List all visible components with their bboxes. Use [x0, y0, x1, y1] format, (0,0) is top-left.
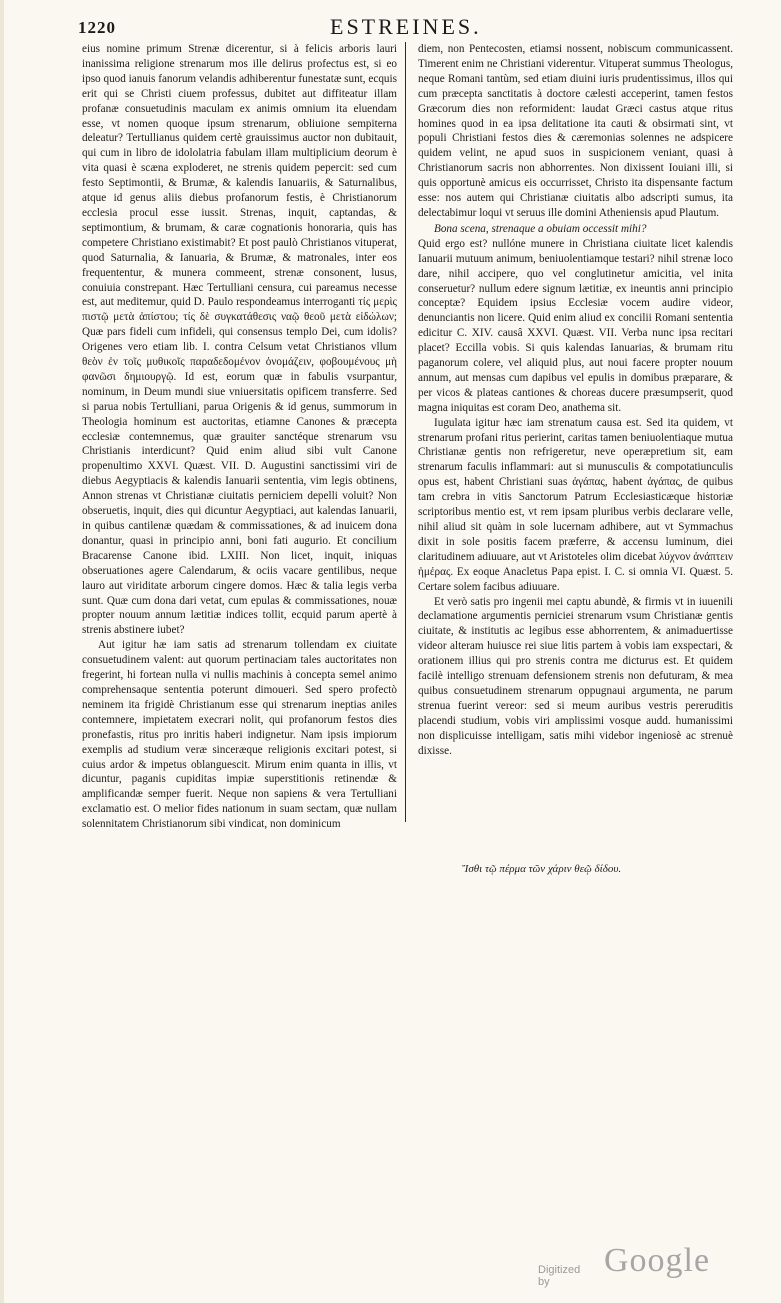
running-head: ESTREINES.	[330, 14, 482, 39]
right-paragraph-1: diem, non Pentecosten, etiamsi nossent, nobiscum communicassent. Timerent enim ne Christiani viderentur. Vituperat summus Theologus, neque Romani tantùm, sed etiam diuini iuris prudentissimus, illos qui cum præcepta sanctitatis à doctore cælesti acceperint, tamen festos Græcorum dies non reformident: laudat Græci castus atque ritus homines quod in ea ipsa delitatione ita cauti & obsirmati sint, vt populi Christiani festos dies & cæremonias solennes ne adspicere quidem velint, ne apud suos in suspicionem veniant, quasi à Christianorum sacris non abhorrentes. Non dixissent Iouiani illi, si quis opportunè amicus eis occurrisset, Christo ita dispensante factum esse: nos autem qui Christianæ ciuitatis albo adscripti sumus, ita delectabimur loqui vt seruus ille domini Atheniensis apud Plautum.	[418, 43, 733, 219]
google-logo: Google	[604, 1242, 711, 1279]
right-paragraph-4: Et verò satis pro ingenii mei captu abundè, & firmis vt in iuuenili declamatione argumentis perniciei strenarum vsum Christianæ gentis ciuitate, & institutis ac legibus esse abhorrentem, & animaduertisse videor alteram huiusce rei siue litis partem à vobis iam exspectari, & orationem illius qui pro strenis contra me dicturus est. Et quidem facilè intelligo strenuam defensionem strenis non defuturam, & mea quibus consuetudinem strenarum oppugnaui argumenta, ne parum strenua fuerint vereor: sed si meum auribus vestris pereruditis placendi studium, vobis viri amplissimi vosque audd. humanissimi non displicuisse intelligam, satis mihi videbor ingeniosè ac strenuè dixisse.	[418, 595, 733, 757]
right-column	[418, 42, 733, 759]
left-paragraph-2: Aut igitur hæ iam satis ad strenarum tollendam ex ciuitate consuetudinem valent: aut quorum pertinaciam tales auctoritates non fregerint, hi fortean nulla vi nullis machinis à concepta semel animo comprehensaque sententia poterunt dimoueri. Sed spero profectò neminem ita frigidè Christianum esse qui strenarum ineptias aniles contemnere, impietatem execrari nolit, qui profanorum festos dies pronefastis, ritus pro inritis haberi indignetur. Nam ipsis impiorum exemplis ad studium veræ sinceræque religionis excitari potest, si cuius ardor & impetus oblanguescit. Mirum enim quanta in illis, vt dicuntur, paganis cupiditas impiæ superstitionis retinendæ & amplificandæ semper fuerit. Neque non sapiens & vera Tertulliani exclamatio est. O melior fides nationum in suam sectam, quæ nullam solennitatem Christianorum sibi vindicat, non dominicum	[82, 639, 397, 831]
page-header	[0, 14, 781, 42]
right-paragraph-2: Quid ergo est? nullóne munere in Christiana ciuitate licet kalendis Ianuarii mutuum animum, beniuolentiamque testari? nihil strenæ loco dare, nihil accipere, quo vel conglutinetur amicitia, vel inita conseruetur? nullum edere signum lætitiæ, ex ineuntis anni principio conceptæ? Equidem ipsius Ecclesiæ vocem audire videor, denunciantis non licere. Quid enim aliud ex concilii Romani sententia edicitur C. XIV. causâ XXVI. Quæst. VII. Verba nunc ipsa recitari placet? Eccilla vobis. Si quis kalendas Ianuarias, & brumam ritu paganorum colere, vel aliquid plus, aut noui facere propter nouum annum, aut mensas cum dapibus vel epulis in domibus præparare, & per vicos & plateas cantiones & choreas ducere præsumpserit, quod magna iniquitas est coram Deo, anathema sit.	[418, 237, 733, 414]
digitized-label: Digitized by	[538, 1264, 581, 1288]
left-column	[82, 42, 397, 832]
plautus-quote: Bona scena, strenaque a obuiam occessit mihi?	[434, 222, 647, 235]
closing-greek-line: Ἴσθι τῷ πέρμα τῶν χάριν θεῷ δίδου.	[462, 863, 622, 875]
left-paragraph-1: eius nomine primum Strenæ dicerentur, si à felicis arboris lauri inanissima religione strenarum mos ille delirus profectus est, si eo ipso quod ianuis fanorum velandis adhiberentur funestatæ sunt, ecquis erit qui se Christi ciuem professus, dubitet aut diffiteatur illam profanæ consuetudinis maculam ex animis omnium ita eluendam esse, vt nomen quoque ipsum strenarum, obliuione sempiterna deleatur? Tertullianus quidem certè grauissimus auctor non dubitauit, qui cum in libro de idololatria fabulam illam multiplicium deorum è vita quasi è scæna exploderet, ne strenis quidem pepercit: sed cum festo Septimontii, & Brumæ, & kalendis Ianuariis, & Saturnalibus, atque id genus aliis diebus profanorum festis, è Christianorum ecclesia procul esse iussit. Strenas, inquit, captandas, & septimontium, & brumam, & caræ cognationis honoraria, quis has competere Christiano existimabit? Et post paulò Christianos vituperat, quod Saturnalia, & Ianuaria, & Brumæ, & matronales, inter eos frequententur, & munera commeent, strenæ consonent, lusus, conuiuia constrepant. Hæc Tertulliani censura, cui pareamus necesse est, aut meditemur, quid D. Paulo respondeamus interroganti τίς μερὶς πιστῷ μετὰ ἀπίστου; τίς δὲ συγκατάθεσις ναῷ θεοῦ μετὰ εἰδώλων; Quæ pars fideli cum infideli, qui consensus templo Dei, cum idolis? Origenes vero etiam lib. I. contra Celsum vetat Christianos vllum θεὸν ἐν τοῖς μυθικοῖς παραδεδομένον ὀνομάζειν, φοβουμένους μὴ φανῶσι δημιουργῷ. Id est, eorum quæ in fabulis vsurpantur, nominum, in Deum mundi siue vniuersitatis opificem transferre. Sed si parua nobis Tertulliani, parua Origenis & id genus, summorum in Theologia hominum est auctoritas, etiamne Canones & præcepta ecclesiæ contemnemus, quæ grauiter sanctéque strenarum vsu Christianis interdicunt? Quid enim aliud sibi vult Canone propenultimo XXVI. Quæst. VII. D. Augustini sanctissimi viri de diebus Aegyptiacis & kalendis Ianuarii sententia, vim legis obtinens, Annon strenas vt Christianæ ciuitatis perniciem depelli voluit? Non obseruetis, inquit, dies qui dicuntur Aegyptiaci, aut kalendas Ianuarii, in quibus cantilenæ quædam & commissationes, & ad inuicem dona donantur, quasi in principio anni, boni fati augurio. Et concilium Bracarense Canone ibid. LXIII. Non licet, inquit, iniquas obseruationes agere Calendarum, & ociis vacare gentilibus, neque lauro aut viriditate arborum cingere domos. Hæc & talia legis verba sunt. Quæ cum dona dari vetat, cum epulas & commissationes, nouæ propter nouum annum lætitiæ indices tollit, ecquid parum apertè à strenis abstinere iubet?	[82, 43, 397, 637]
page-edge	[0, 0, 4, 1303]
page-number: 1220	[78, 18, 116, 37]
column-divider	[405, 42, 406, 822]
right-paragraph-3: Iugulata igitur hæc iam strenatum causa est. Sed ita quidem, vt strenarum profani ritus perierint, caritas tamen beniuolentiaque mutua Christianæ gentis non refrigeretur, neve operæpretium sit, eam strenarum faculis inflammari: aut si munusculis & compotatiunculis opus est, habent Christiani suas ἀγάπας, habent ἀγάπας, de quibus tam crebra in vitis Sanctorum Patrum Ecclesiasticæque historiæ scriptoribus mentio est, vt rem ipsam pluribus verbis declarare velle, nihil aliud sit quàm in sole lucernam adhibere, aut vt Symmachus dixit in sole positis facem præferre, & accensu luminum, diei claritudinem adiuuare, aut vt Aristoteles olim dicebat λύχνον ἀνάπτειν ἡμέρας. Ex eoque Anacletus Papa epist. I. C. si omnia VI. Quæst. 5. Certare solem facibus adiuuare.	[418, 416, 733, 593]
